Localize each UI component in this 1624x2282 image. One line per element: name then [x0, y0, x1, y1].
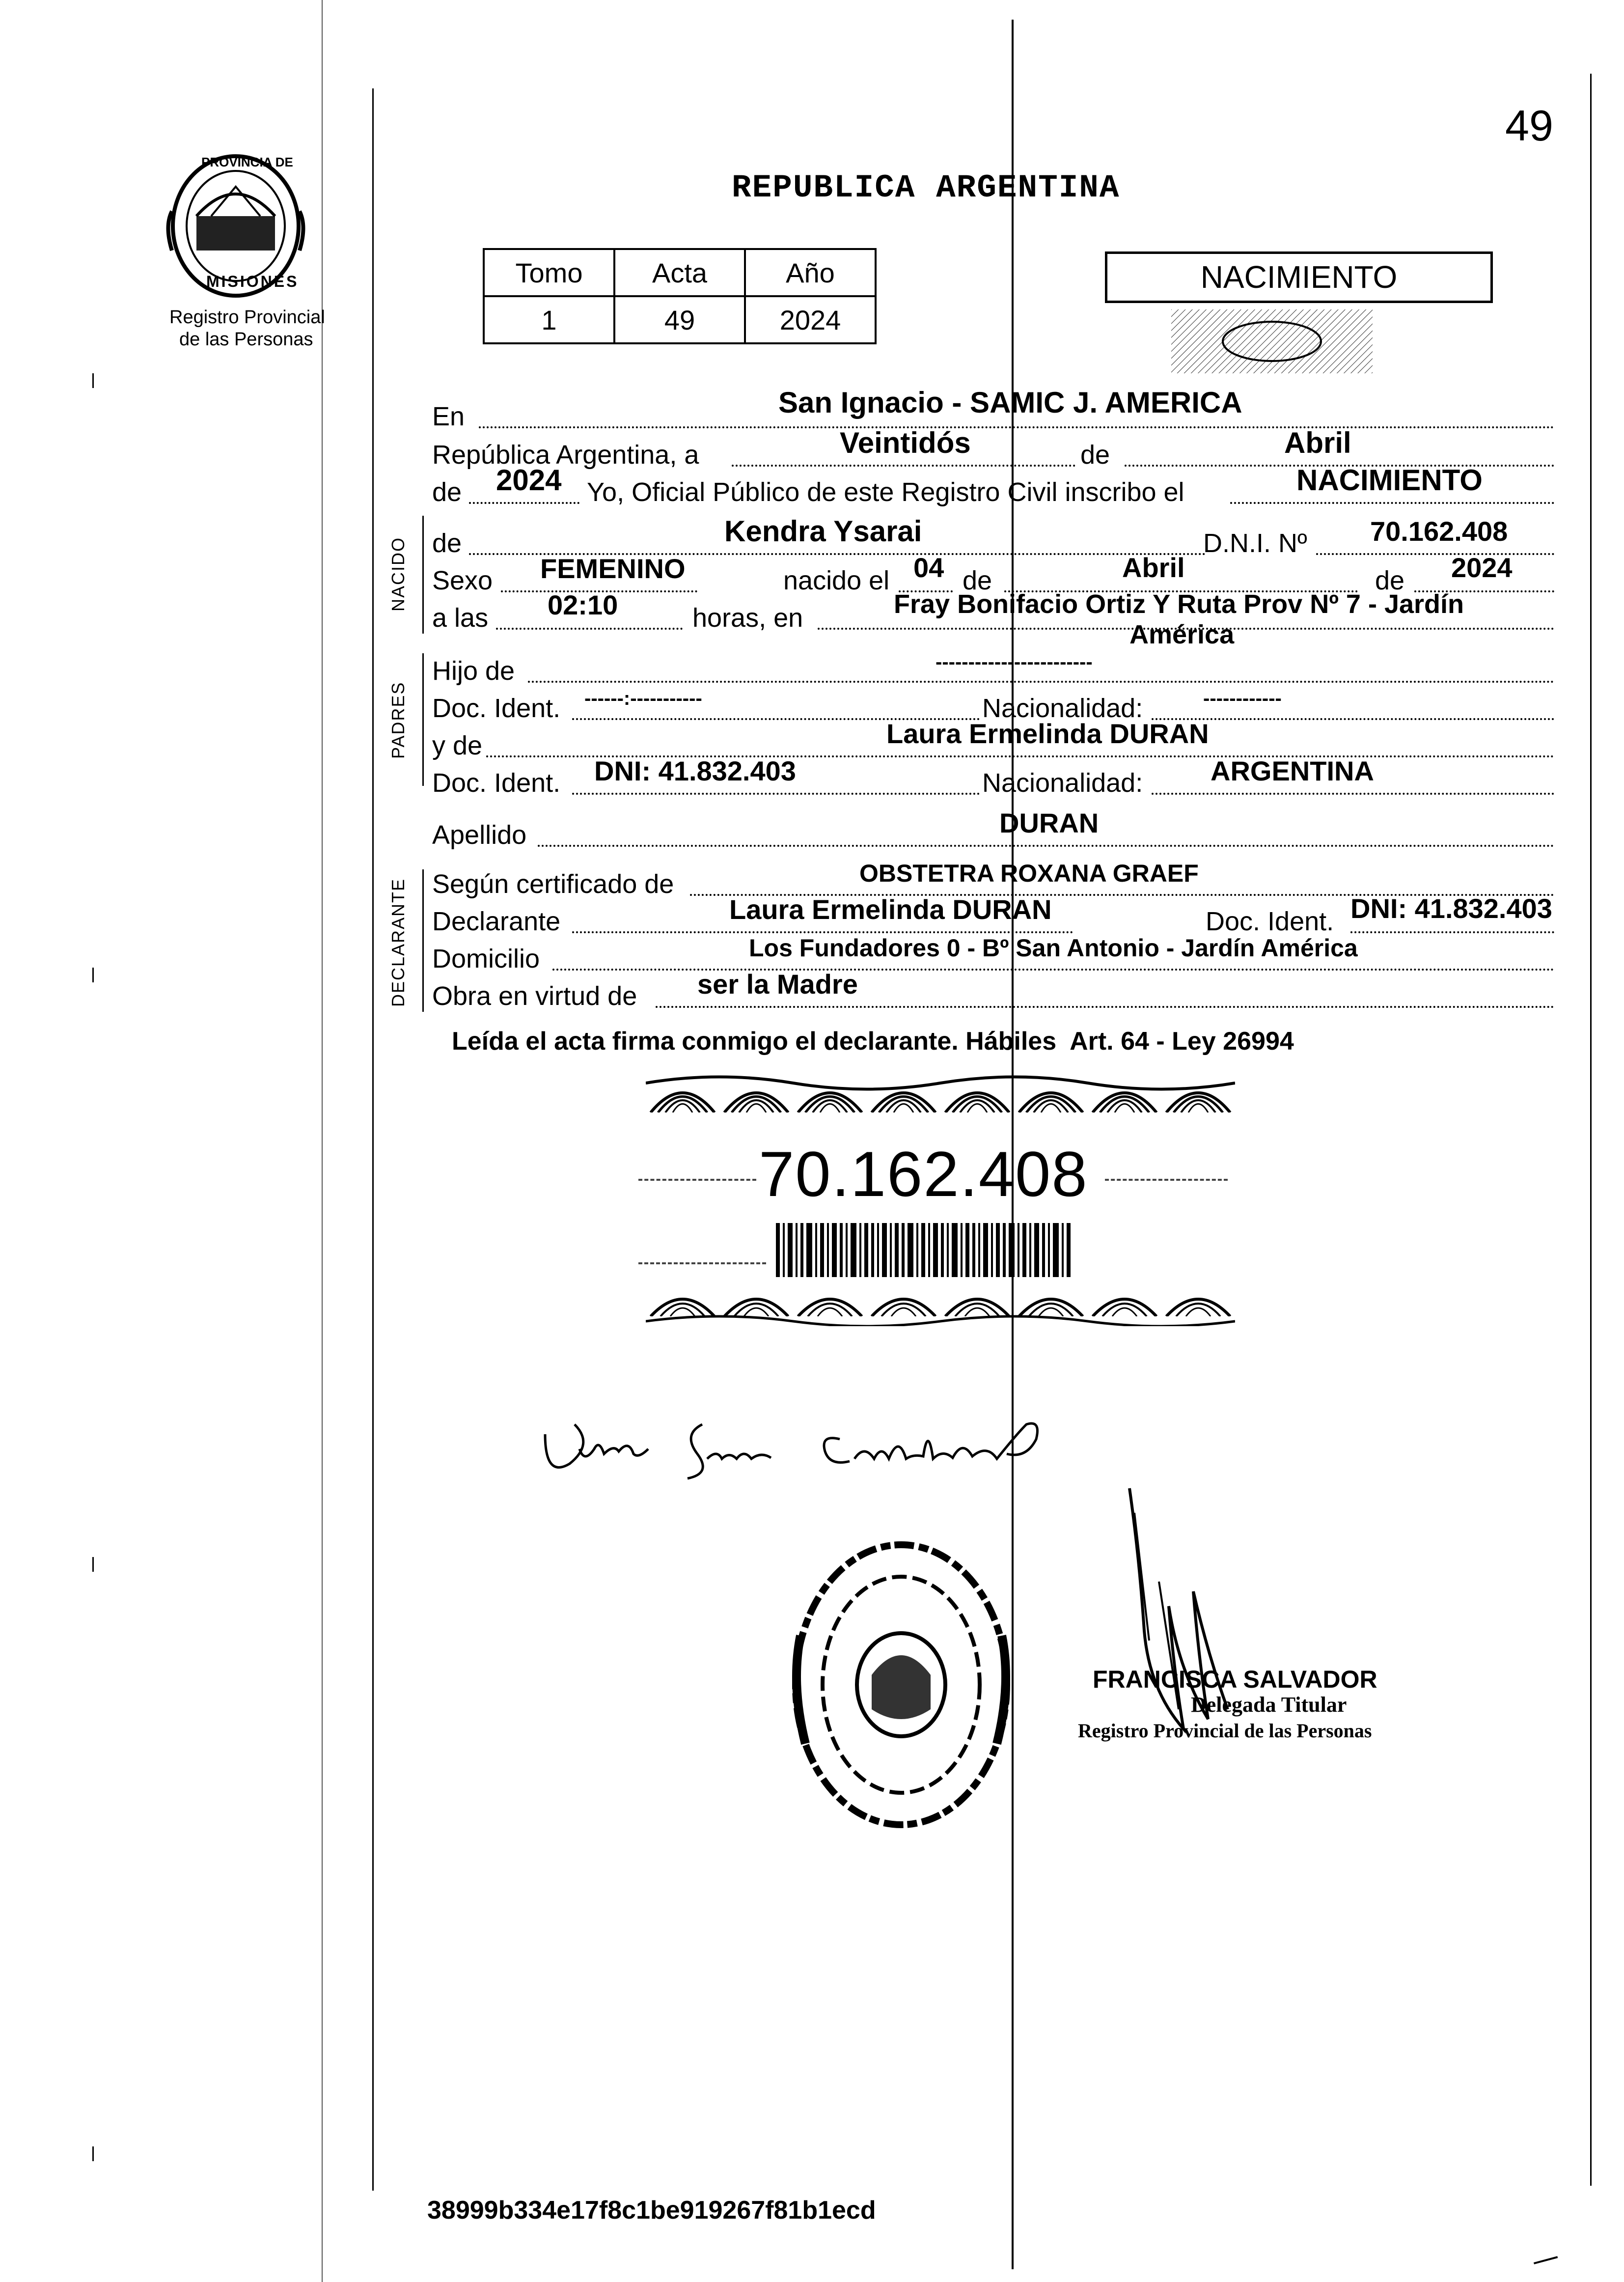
nacido-de-label-2: de [963, 566, 992, 595]
cert-value: OBSTETRA ROXANA GRAEF [859, 860, 1199, 887]
inscribo-dotline [1230, 502, 1554, 504]
table-cell-acta: 49 [614, 296, 745, 343]
doc2-label: Doc. Ident. [432, 768, 561, 798]
nac1-dotline [1152, 718, 1554, 720]
time-dotline [496, 628, 683, 630]
margin-tick [92, 1557, 94, 1572]
birth-month: Abril [1122, 552, 1185, 583]
office-line-1: Registro Provincial [169, 307, 325, 328]
obra-value: ser la Madre [697, 969, 858, 1000]
horas-label: horas, en [692, 603, 803, 633]
declarante-bracket [422, 869, 424, 1012]
en-value: San Ignacio - SAMIC J. AMERICA [778, 386, 1242, 419]
official-office: Registro Provincial de las Personas [1078, 1720, 1372, 1742]
margin-tick [92, 968, 94, 982]
volume-table [483, 248, 877, 344]
official-name: FRANCISCA SALVADOR [1093, 1666, 1377, 1693]
declarante-signature [535, 1405, 1075, 1488]
domicilio-value: Los Fundadores 0 - Bº San Antonio - Jardín América [749, 934, 1358, 962]
mother-name: Laura Ermelinda DURAN [886, 718, 1209, 749]
padres-label: PADRES [388, 681, 408, 759]
inscribo-text: Yo, Oficial Público de este Registro Civil inscribo el [587, 477, 1184, 507]
doc1-value: ------:----------- [584, 688, 702, 709]
security-pattern [1171, 309, 1373, 373]
security-band-top [646, 1073, 1235, 1132]
republica-label: República Argentina, a [432, 440, 699, 470]
nac2-label: Nacionalidad: [982, 768, 1143, 798]
obra-dotline [656, 1006, 1554, 1008]
de-label: de [1080, 440, 1110, 470]
declarante-doc-label: Doc. Ident. [1206, 907, 1334, 936]
nac1-value: ------------ [1203, 688, 1282, 709]
mother-dni: DNI: 41.832.403 [594, 755, 796, 786]
declarante-name-label: Declarante [432, 907, 561, 936]
declarante-doc: DNI: 41.832.403 [1350, 893, 1552, 924]
seal-bottom-text: MISIONES [206, 273, 299, 290]
nacido-de-label: de [432, 529, 462, 558]
dashes-left-2 [638, 1262, 766, 1264]
left-content-line [372, 88, 374, 2191]
seal-top-text: PROVINCIA DE [201, 155, 293, 169]
doc2-dotline [572, 793, 980, 795]
nacido-de-label-3: de [1375, 566, 1405, 595]
apellido-label: Apellido [432, 820, 527, 850]
declarante-label: DECLARANTE [388, 878, 408, 1007]
domicilio-label: Domicilio [432, 944, 540, 974]
dashes-left [638, 1179, 756, 1181]
margin-tick [92, 2146, 94, 2161]
table-header-acta: Acta [614, 249, 745, 296]
apellido-value: DURAN [999, 807, 1099, 838]
left-margin-line [322, 0, 323, 2282]
table-header-tomo: Tomo [484, 249, 614, 296]
sexo-label: Sexo [432, 566, 493, 595]
sexo-value: FEMENINO [540, 553, 686, 584]
official-role: Delegada Titular [1191, 1693, 1347, 1717]
birth-place-line1: Fray Bonifacio Ortiz Y Ruta Prov Nº 7 - Jardín [894, 589, 1464, 619]
day-value: Veintidós [840, 426, 971, 459]
page-number: 49 [1505, 101, 1553, 150]
record-type-box [1105, 251, 1493, 303]
cert-label: Según certificado de [432, 869, 674, 899]
closing-text: Leída el acta firma conmigo el declarante. Hábiles Art. 64 - Ley 26994 [452, 1027, 1294, 1056]
inscribo-value: NACIMIENTO [1296, 464, 1483, 497]
page-title: REPUBLICA ARGENTINA [732, 169, 1120, 206]
record-type: NACIMIENTO [1200, 259, 1398, 295]
year-dotline [469, 502, 579, 504]
year-value: 2024 [496, 464, 562, 497]
doc1-label: Doc. Ident. [432, 694, 561, 723]
table-cell-anio: 2024 [745, 296, 876, 343]
right-content-line [1590, 74, 1592, 2186]
official-stamp [786, 1537, 1017, 1832]
en-label: En [432, 402, 465, 431]
table-cell-tomo: 1 [484, 296, 614, 343]
declarante-doc-dotline [1350, 931, 1554, 933]
barcode [776, 1223, 1071, 1277]
nac1-label: Nacionalidad: [982, 694, 1143, 723]
dni-label: D.N.I. Nº [1203, 529, 1307, 558]
dashes-right [1105, 1179, 1228, 1181]
declarante-name: Laura Ermelinda DURAN [729, 894, 1052, 925]
birth-time: 02:10 [548, 589, 618, 620]
year-prefix: de [432, 477, 462, 507]
nacido-bracket [422, 516, 424, 634]
hijo-dotline [528, 681, 1554, 683]
corner-mark [1531, 2247, 1558, 2264]
barcode-number: 70.162.408 [759, 1138, 1088, 1210]
office-line-2: de las Personas [179, 329, 313, 350]
child-name: Kendra Ysarai [724, 515, 922, 548]
security-band-bottom [646, 1282, 1235, 1326]
document-hash: 38999b334e17f8c1be919267f81b1ecd [427, 2196, 876, 2225]
dni-dotline [1316, 553, 1554, 555]
child-dni: 70.162.408 [1370, 516, 1508, 547]
obra-label: Obra en virtud de [432, 981, 637, 1011]
month-value: Abril [1284, 426, 1351, 459]
apellido-dotline [538, 845, 1554, 847]
nacido-label: NACIDO [388, 536, 408, 612]
a-las-label: a las [432, 603, 489, 633]
nacido-el-label: nacido el [783, 566, 890, 595]
day-dotline [732, 465, 1075, 467]
yde-label: y de [432, 731, 483, 760]
birth-place-line2: América [1129, 620, 1235, 649]
padres-bracket [422, 653, 424, 786]
hijo-label: Hijo de [432, 656, 515, 686]
table-header-anio: Año [745, 249, 876, 296]
mother-nationality: ARGENTINA [1211, 755, 1374, 786]
hijo-value: ------------------------ [936, 651, 1093, 673]
nac2-dotline [1152, 793, 1554, 795]
birth-year: 2024 [1451, 552, 1513, 583]
birth-day: 04 [913, 552, 944, 583]
margin-tick [92, 373, 94, 388]
en-dotline [479, 426, 1554, 428]
